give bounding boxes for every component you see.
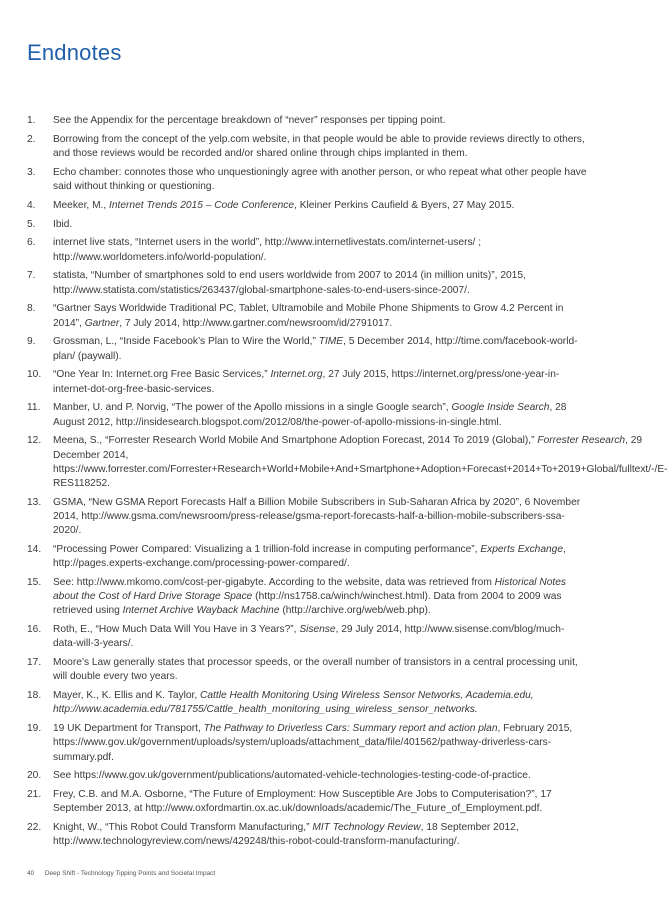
endnote-item [27, 623, 587, 651]
endnote-text-run: , Kleiner Perkins Caufield & Byers, 27 May 2015. [294, 199, 515, 211]
endnote-item [27, 236, 587, 264]
endnote-text-run: Meena, S., “Forrester Research World Mobile And Smartphone Adoption Forecast, 2014 To 2019 (Global),” [53, 435, 538, 447]
endnote-text [53, 623, 587, 651]
endnote-text-run: , 29 December 2014, https://www.forrester.com/Forrester+Research+World+Mobile+And+Smartphone+Adoption+Forecast+2014+To+2019+Global/fulltext/-/E-RES118252. [53, 435, 668, 489]
endnote-text [53, 788, 587, 816]
endnote-text-run: 19 UK Department for Transport, [53, 723, 204, 735]
endnote-number: 22. [27, 822, 42, 834]
endnote-number: 16. [27, 624, 42, 636]
footer-title: Deep Shift - Technology Tipping Points and Societal Impact [44, 870, 216, 877]
endnote-item [27, 769, 587, 783]
endnote-text [53, 218, 587, 232]
endnote-text-run: , 29 July 2014, http://www.sisense.com/blog/much-data-will-3-years/. [53, 624, 565, 650]
endnote-text-run: , February 2015, https://www.gov.uk/government/uploads/system/uploads/attachment_data/file/401562/pathway-driverless-cars-summary.pdf. [53, 723, 573, 763]
endnote-text-run: , 27 July 2015, https://internet.org/press/one-year-in-internet-dot-org-free-basic-services. [53, 369, 560, 395]
endnote-number: 2. [27, 133, 36, 145]
endnote-italic-text: Gartner [84, 317, 120, 329]
endnote-text-run: See: http://www.mkomo.com/cost-per-gigabyte. According to the website, data was retrieved from [53, 577, 495, 588]
endnote-italic-text: MIT Technology Review [312, 822, 421, 834]
endnote-text [53, 656, 587, 684]
endnote-italic-text: Internet Trends 2015 – Code Conference [109, 199, 295, 211]
endnote-text [53, 335, 587, 363]
endnote-text-run: , 7 July 2014, http://www.gartner.com/newsroom/id/2791017. [119, 317, 393, 329]
endnote-text-run: Knight, W., “This Robot Could Transform Manufacturing,” [53, 822, 313, 834]
endnote-number: 5. [27, 218, 36, 230]
endnote-text-run: , http://pages.experts-exchange.com/processing-power-compared/. [53, 544, 566, 570]
endnote-text [53, 133, 587, 161]
endnote-item [27, 199, 587, 213]
endnote-text [53, 496, 587, 539]
endnote-text-run: See the Appendix for the percentage breakdown of “never” responses per tipping point. [53, 115, 446, 126]
endnote-text-run: , 18 September 2012, http://www.technologyreview.com/news/429248/this-robot-could-transform-manufacturing/. [53, 822, 519, 848]
endnote-text-run: (http://ns1758.ca/winch/winchest.html). Data from 2004 to 2009 was retrieved using [53, 591, 562, 617]
endnote-text-run: “Gartner Says Worldwide Traditional PC, Tablet, Ultramobile and Mobile Phone Shipments to Grow 4.2 Percent in 2014”, [53, 303, 564, 329]
endnote-italic-text: Internet.org [270, 369, 323, 381]
endnote-text-run: Roth, E., “How Much Data Will You Have in 3 Years?”, [53, 624, 300, 636]
endnote-item [27, 269, 587, 297]
endnote-italic-text: TIME [318, 336, 344, 348]
endnote-italic-text: Internet Archive Wayback Machine [122, 605, 280, 617]
endnote-number: 1. [27, 115, 36, 126]
endnote-text-run: Echo chamber: connotes those who unquestioningly agree with another person, or who repeat what other people have said without thinking or questioning. [53, 166, 587, 192]
endnote-number: 20. [27, 770, 42, 782]
endnote-text [53, 576, 587, 619]
endnote-italic-text: Cattle Health Monitoring Using Wireless Sensor Networks, Academia.edu, http://www.academia.edu/781755/Cattle_health_monitoring_using_wireless_sensor_networks. [53, 690, 534, 716]
endnote-item [27, 656, 587, 684]
endnote-text-run: Grossman, L., “Inside Facebook’s Plan to Wire the World,” [53, 336, 319, 348]
endnote-text [53, 368, 587, 396]
endnote-italic-text: Google Inside Search [451, 402, 550, 414]
endnote-italic-text: Forrester Research [537, 435, 626, 447]
endnote-number: 4. [27, 199, 36, 211]
endnote-number: 15. [27, 577, 42, 588]
endnote-text [53, 722, 587, 765]
endnote-text [53, 543, 587, 571]
endnote-number: 6. [27, 237, 36, 249]
endnote-text [53, 401, 587, 429]
endnote-text-run: (http://archive.org/web/web.php). [279, 605, 431, 617]
endnote-text-run: Borrowing from the concept of the yelp.com website, in that people would be able to provide reviews directly to others, and those reviews would be recorded and/or shared online through chips implanted in them. [53, 133, 585, 159]
endnote-item [27, 133, 587, 161]
page-footer [27, 870, 215, 877]
endnote-item [27, 302, 587, 330]
endnote-text [53, 769, 587, 783]
endnote-text [53, 269, 587, 297]
endnotes-list [27, 114, 668, 854]
endnote-item [27, 576, 587, 619]
endnote-number: 8. [27, 303, 36, 315]
endnote-number: 19. [27, 723, 42, 735]
endnote-item [27, 114, 587, 128]
endnote-text [53, 166, 587, 194]
endnote-number: 17. [27, 657, 42, 669]
endnote-number: 9. [27, 336, 36, 348]
endnote-item [27, 401, 587, 429]
endnote-text [53, 689, 587, 717]
endnote-text-run: Meeker, M., [53, 199, 110, 211]
endnote-text-run: Frey, C.B. and M.A. Osborne, “The Future of Employment: How Susceptible Are Jobs to Computerisation?”, 17 September 2013, at http://www.oxfordmartin.ox.ac.uk/downloads/academic/The_Future_of_Employment.pdf. [53, 789, 552, 815]
endnote-item [27, 218, 587, 232]
endnote-text [53, 114, 587, 128]
endnote-italic-text: Experts Exchange [480, 544, 564, 555]
endnote-number: 11. [27, 402, 41, 414]
endnote-item [27, 166, 587, 194]
endnote-text [53, 434, 668, 491]
endnote-item [27, 689, 587, 717]
endnote-text-run: GSMA, “New GSMA Report Forecasts Half a Billion Mobile Subscribers in Sub-Saharan Africa by 2020”, 6 November 2014, http://www.gsma.com/newsroom/press-release/gsma-report-forecasts-half-a-billion-mobile-subscribers-ssa-2020/. [53, 496, 581, 537]
endnote-italic-text: The Pathway to Driverless Cars: Summary report and action plan [203, 723, 498, 735]
page-title: Endnotes [27, 40, 122, 65]
endnote-text-run: , 5 December 2014, http://time.com/facebook-world-plan/ (paywall). [53, 336, 578, 362]
endnote-item [27, 821, 587, 849]
endnote-item [27, 496, 587, 539]
endnote-number: 7. [27, 270, 36, 282]
endnote-item [27, 368, 587, 396]
endnote-item [27, 722, 587, 765]
endnote-number: 10. [27, 369, 42, 381]
endnote-number: 12. [27, 435, 42, 447]
endnote-number: 3. [27, 166, 36, 178]
endnote-text-run: “Processing Power Compared: Visualizing a 1 trillion-fold increase in computing performance”, [53, 544, 481, 555]
endnote-italic-text: Sisense [299, 624, 336, 636]
endnote-number: 18. [27, 690, 42, 702]
endnote-text-run: , 28 August 2012, http://insidesearch.blogspot.com/2012/08/the-power-of-apollo-missions-in-single.html. [53, 402, 567, 428]
endnote-text [53, 821, 587, 849]
endnote-number: 21. [27, 789, 42, 801]
endnote-text-run: Ibid. [53, 218, 73, 230]
endnote-text-run: Mayer, K., K. Ellis and K. Taylor, [53, 690, 201, 702]
endnote-text-run: Manber, U. and P. Norvig, “The power of the Apollo missions in a single Google search”, [53, 402, 452, 414]
endnote-number: 14. [27, 544, 42, 555]
endnote-item [27, 434, 668, 491]
endnote-text-run: Moore’s Law generally states that processor speeds, or the overall number of transistors in a central processing unit, will double every two years. [53, 657, 578, 683]
endnote-item [27, 788, 587, 816]
endnote-item [27, 335, 587, 363]
endnote-text-run: internet live stats, “Internet users in the world”, http://www.internetlivestats.com/internet-users/ ; http://www.worldometers.info/world-population/. [53, 237, 482, 263]
endnote-text-run: statista, “Number of smartphones sold to end users worldwide from 2007 to 2014 (in million units)”, 2015, http://www.statista.com/statistics/263437/global-smartphone-sales-to-end-users-since-2007/. [53, 270, 526, 296]
endnote-italic-text: Historical Notes about the Cost of Hard Drive Storage Space [53, 577, 566, 603]
endnote-text-run: See https://www.gov.uk/government/publications/automated-vehicle-technologies-testing-code-of-practice. [53, 770, 531, 782]
endnote-text [53, 302, 587, 330]
endnote-text-run: “One Year In: Internet.org Free Basic Services,” [53, 369, 271, 381]
endnote-number: 13. [27, 496, 42, 508]
endnote-text [53, 236, 587, 264]
endnote-item [27, 543, 587, 571]
endnote-text [53, 199, 587, 213]
page-number: 40 [27, 870, 35, 877]
